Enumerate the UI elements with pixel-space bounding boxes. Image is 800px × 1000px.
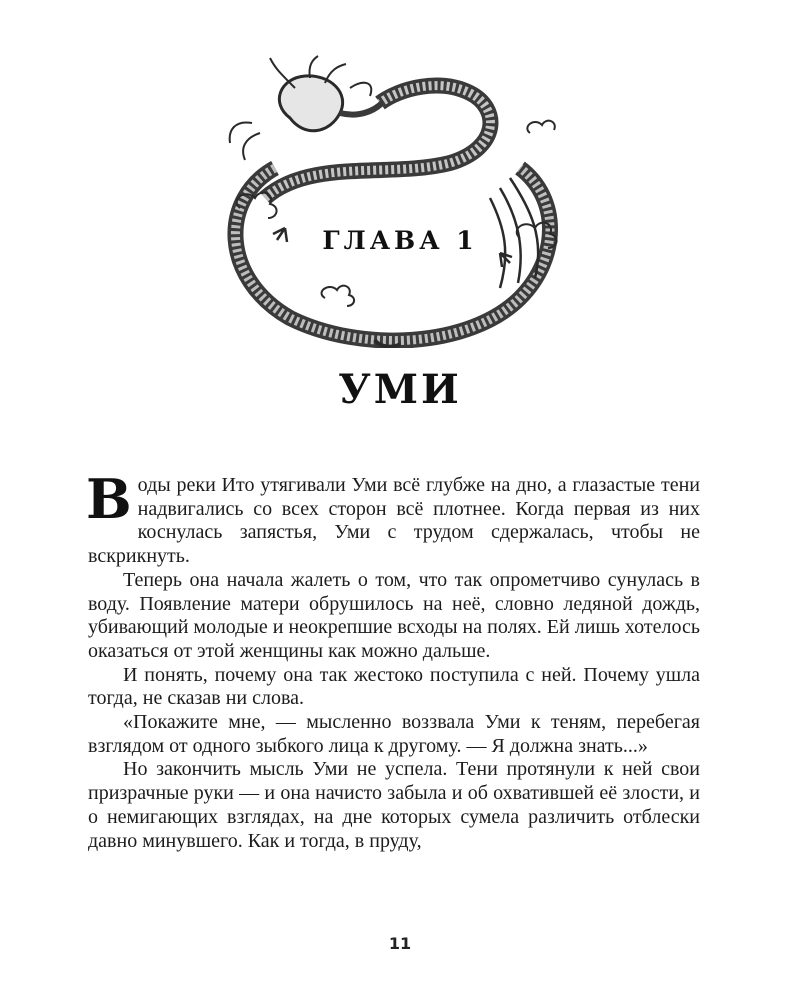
paragraph-5: Но закончить мысль Уми не успела. Тени протянули к ней свои призрачные руки — и она начисто забыла и об охватившей её злости, и о немигающих взглядах, на дне которых сумела различить отблески давно минувшего. Как и тогда, в пруду,	[88, 758, 700, 852]
paragraph-2: Теперь она начала жалеть о том, что так опрометчиво сунулась в воду. Появление матери обрушилось на неё, словно ледяной дождь, убивающий молодые и неокрепшие всходы на полях. Ей лишь хотелось оказаться от этой женщины как можно дальше.	[88, 568, 700, 662]
chapter-label: ГЛАВА 1	[322, 226, 478, 255]
chapter-text	[86, 467, 700, 853]
chapter-title: УМИ	[338, 366, 462, 413]
paragraph-1	[86, 467, 700, 569]
paragraph-1-text: оды реки Ито утягивали Уми всё глубже на дно, а глазастые тени надвигались со всех сторон всё плотнее. Когда первая из них коснулась запястья, Уми с трудом сдержалась, чтобы не вскрикнуть.	[88, 474, 700, 568]
drop-cap: В	[86, 467, 132, 531]
paragraph-3: И понять, почему она так жестоко поступила с ней. Почему ушла тогда, не сказав ни слова.	[88, 663, 700, 710]
paragraph-4: «Покажите мне, — мысленно воззвала Уми к теням, перебегая взглядом от одного зыбкого лица к другому. — Я должна знать...»	[88, 711, 700, 757]
page-number: 11	[388, 934, 412, 953]
dragon-ring-illustration	[200, 48, 600, 348]
